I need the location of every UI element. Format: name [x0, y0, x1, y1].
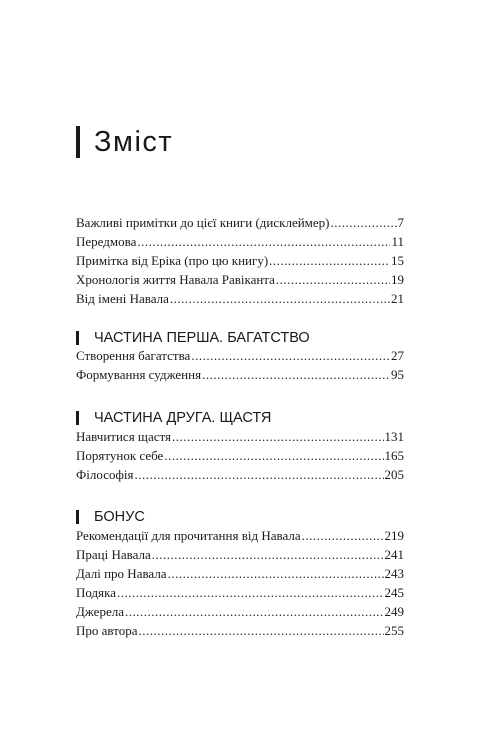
page-title-row: [76, 124, 173, 160]
toc-entry-page: 15: [391, 253, 404, 268]
title-marker-bar: [76, 126, 80, 158]
toc-leader-dots: [302, 526, 384, 545]
toc-entry[interactable]: [76, 465, 404, 484]
toc-entry[interactable]: [76, 621, 404, 640]
toc-entry-page: 95: [391, 367, 404, 382]
toc-entry[interactable]: [76, 526, 404, 545]
toc-leader-dots: [139, 621, 384, 640]
toc-entry-label: Створення багатства: [76, 348, 191, 363]
toc-leader-dots: [117, 583, 384, 602]
toc-entry-page: 11: [391, 234, 404, 249]
toc-entry-label: Подяка: [76, 585, 116, 600]
toc-entry[interactable]: [76, 446, 404, 465]
section-heading-part-one: [76, 328, 310, 348]
toc-entry-page: 219: [384, 528, 404, 543]
section-heading-text: ЧАСТИНА ДРУГА. ЩАСТЯ: [94, 410, 272, 426]
section-heading-text: БОНУС: [94, 509, 145, 525]
toc-entry-page: 241: [384, 547, 404, 562]
toc-intro-list: [76, 213, 404, 308]
toc-leader-dots: [331, 213, 397, 232]
toc-entry-page: 245: [384, 585, 404, 600]
toc-entry-page: 27: [391, 348, 404, 363]
toc-entry[interactable]: [76, 213, 404, 232]
toc-entry-page: 131: [384, 429, 404, 444]
toc-entry[interactable]: [76, 270, 404, 289]
toc-entry-label: Від імені Навала: [76, 291, 169, 306]
section-marker-bar: [76, 331, 79, 345]
toc-leader-dots: [137, 232, 390, 251]
toc-part-one-list: [76, 346, 404, 384]
section-marker-bar: [76, 411, 79, 425]
toc-entry[interactable]: [76, 564, 404, 583]
toc-entry-page: 19: [391, 272, 404, 287]
toc-entry[interactable]: [76, 346, 404, 365]
toc-leader-dots: [276, 270, 390, 289]
toc-leader-dots: [269, 251, 390, 270]
toc-entry-label: Далі про Навала: [76, 566, 167, 581]
toc-entry[interactable]: [76, 251, 404, 270]
toc-entry-label: Джерела: [76, 604, 124, 619]
toc-entry-label: Хронологія життя Навала Равіканта: [76, 272, 275, 287]
toc-leader-dots: [152, 545, 384, 564]
toc-entry-label: Навчитися щастя: [76, 429, 171, 444]
toc-entry-page: 7: [397, 215, 404, 230]
toc-entry-page: 21: [391, 291, 404, 306]
toc-entry-page: 249: [384, 604, 404, 619]
toc-entry-page: 205: [384, 467, 404, 482]
toc-entry[interactable]: [76, 289, 404, 308]
toc-entry-label: Рекомендації для прочитання від Навала: [76, 528, 301, 543]
toc-entry-label: Примітка від Еріка (про цю книгу): [76, 253, 269, 268]
toc-leader-dots: [134, 465, 383, 484]
toc-bonus-list: [76, 526, 404, 640]
toc-entry-label: Формування судження: [76, 367, 202, 382]
toc-entry[interactable]: [76, 583, 404, 602]
section-heading-part-two: [76, 408, 271, 428]
toc-entry-label: Порятунок себе: [76, 448, 164, 463]
toc-leader-dots: [168, 564, 384, 583]
section-heading-bonus: [76, 507, 145, 527]
toc-entry[interactable]: [76, 602, 404, 621]
toc-entry-page: 165: [384, 448, 404, 463]
toc-entry-label: Про автора: [76, 623, 138, 638]
toc-entry-label: Філософія: [76, 467, 134, 482]
toc-leader-dots: [172, 427, 384, 446]
toc-entry-page: 255: [384, 623, 404, 638]
toc-entry[interactable]: [76, 545, 404, 564]
toc-entry-label: Важливі примітки до цієї книги (дисклеймер): [76, 215, 330, 230]
page-title: Зміст: [94, 126, 174, 158]
toc-leader-dots: [170, 289, 390, 308]
toc-leader-dots: [202, 365, 390, 384]
section-marker-bar: [76, 510, 79, 524]
toc-entry[interactable]: [76, 232, 404, 251]
section-heading-text: ЧАСТИНА ПЕРША. БАГАТСТВО: [94, 330, 310, 346]
toc-entry-label: Праці Навала: [76, 547, 151, 562]
toc-leader-dots: [125, 602, 384, 621]
toc-entry-label: Передмова: [76, 234, 137, 249]
toc-entry-page: 243: [384, 566, 404, 581]
toc-entry[interactable]: [76, 427, 404, 446]
toc-part-two-list: [76, 427, 404, 484]
toc-entry[interactable]: [76, 365, 404, 384]
toc-leader-dots: [191, 346, 390, 365]
toc-leader-dots: [164, 446, 383, 465]
